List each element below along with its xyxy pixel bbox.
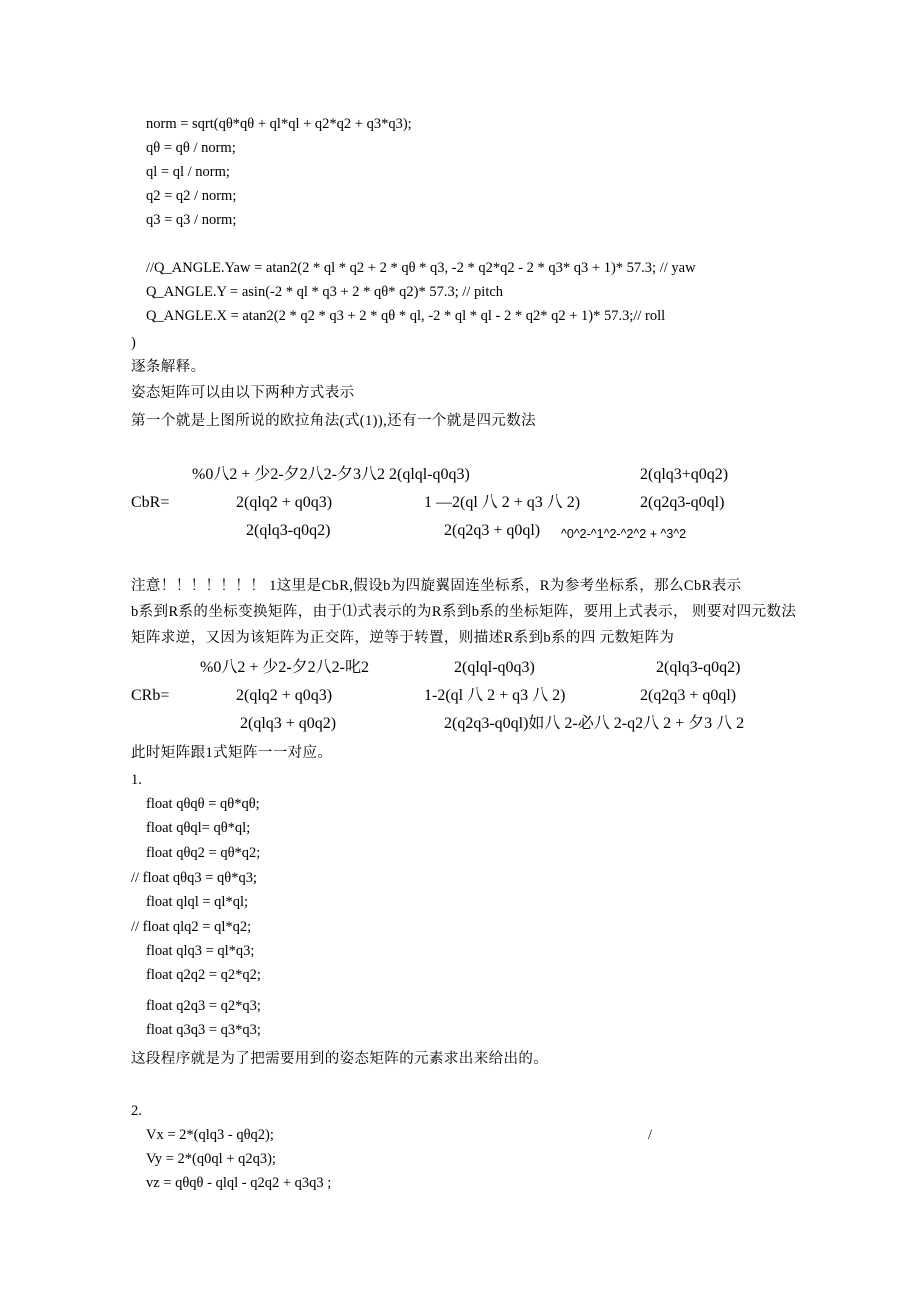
matrix-cell: 2(qlq3 + q0q2) bbox=[240, 715, 337, 732]
code-line: Vx = 2*(qlq3 - qθq2); bbox=[146, 1127, 274, 1143]
code-line: float qlq3 = ql*q3; bbox=[146, 943, 255, 959]
code-line: float qθql= qθ*ql; bbox=[146, 820, 251, 836]
matrix-cell: 2(qlq3+q0q2) bbox=[640, 466, 729, 483]
paragraph: 姿态矩阵可以由以下两种方式表示 bbox=[131, 385, 355, 401]
matrix-cell: 2(q2q3 + q0ql) bbox=[640, 687, 737, 704]
matrix-cell: 2(qlq3-q0q2) bbox=[246, 522, 331, 539]
code-line: float q3q3 = q3*q3; bbox=[146, 1022, 261, 1038]
matrix-cell: 2(q2q3-q0ql)如八 2-必八 2-q2八 2 + 夕3 八 2 bbox=[444, 715, 745, 732]
paragraph: 这段程序就是为了把需要用到的姿态矩阵的元素求出来给出的。 bbox=[131, 1051, 549, 1067]
code-line: float qlql = ql*ql; bbox=[146, 894, 249, 910]
matrix-cell: 2(qlq3-q0q2) bbox=[656, 659, 741, 676]
code-line: Q_ANGLE.Y = asin(-2 * ql * q3 + 2 * qθ* q2)* 57.3; // pitch bbox=[146, 284, 504, 300]
matrix-cell: ^0^2-^1^2-^2^2 + ^3^2 bbox=[561, 527, 687, 541]
code-line: float q2q3 = q2*q3; bbox=[146, 998, 261, 1014]
paragraph: 逐条解释。 bbox=[131, 359, 206, 375]
code-line: vz = qθqθ - qlql - q2q2 + q3q3 ; bbox=[146, 1175, 332, 1191]
code-line: q3 = q3 / norm; bbox=[146, 212, 237, 228]
matrix-cell: %0八2 + 少2-夕2八2-叱2 bbox=[200, 659, 370, 676]
note-line: 矩阵求逆，又因为该矩阵为正交阵，逆等于转置，则描述R系到b系的四 元数矩阵为 bbox=[131, 630, 675, 646]
code-line: q2 = q2 / norm; bbox=[146, 188, 237, 204]
matrix-label: CRb= bbox=[131, 687, 170, 704]
code-mark: / bbox=[648, 1127, 653, 1143]
paragraph: 此时矩阵跟1式矩阵一一对应。 bbox=[131, 745, 333, 761]
matrix-cell: %0八2 + 少2-夕2八2-夕3八2 2(qlql-q0q3) bbox=[192, 466, 470, 483]
code-line: Vy = 2*(q0ql + q2q3); bbox=[146, 1151, 276, 1167]
note-line: 注意！！！！！！！ 1这里是CbR,假设b为四旋翼固连坐标系，R为参考坐标系，那么CbR表示 bbox=[131, 578, 742, 594]
matrix-cell: 2(qlql-q0q3) bbox=[454, 659, 535, 676]
matrix-cell: 2(q2q3-q0ql) bbox=[640, 494, 725, 511]
code-line: qθ = qθ / norm; bbox=[146, 140, 236, 156]
code-line: float qθqθ = qθ*qθ; bbox=[146, 796, 260, 812]
matrix-cell: 1-2(ql 八 2 + q3 八 2) bbox=[424, 687, 566, 704]
code-line: float qθq2 = qθ*q2; bbox=[146, 845, 261, 861]
code-line: norm = sqrt(qθ*qθ + ql*ql + q2*q2 + q3*q3); bbox=[146, 116, 412, 132]
code-line: //Q_ANGLE.Yaw = atan2(2 * ql * q2 + 2 * qθ * q3, -2 * q2*q2 - 2 * q3* q3 + 1)* 57.3; // yaw bbox=[146, 260, 696, 276]
list-number: 1. bbox=[131, 772, 142, 788]
list-number: 2. bbox=[131, 1103, 142, 1119]
paragraph: 第一个就是上图所说的欧拉角法(式(1)),还有一个就是四元数法 bbox=[131, 413, 537, 429]
code-line: ) bbox=[131, 335, 136, 351]
matrix-label: CbR= bbox=[131, 494, 170, 511]
matrix-cell: 2(q2q3 + q0ql) bbox=[444, 522, 541, 539]
note-line: b系到R系的坐标变换矩阵，由于⑴式表示的为R系到b系的坐标矩阵，要用上式表示， 则要对四元数法 bbox=[131, 604, 797, 620]
code-line: // float qθq3 = qθ*q3; bbox=[131, 870, 257, 886]
matrix-cell: 1 —2(ql 八 2 + q3 八 2) bbox=[424, 494, 581, 511]
code-line: float q2q2 = q2*q2; bbox=[146, 967, 261, 983]
matrix-cell: 2(qlq2 + q0q3) bbox=[236, 687, 333, 704]
matrix-cell: 2(qlq2 + q0q3) bbox=[236, 494, 333, 511]
code-line: // float qlq2 = ql*q2; bbox=[131, 919, 252, 935]
code-line: ql = ql / norm; bbox=[146, 164, 230, 180]
code-line: Q_ANGLE.X = atan2(2 * q2 * q3 + 2 * qθ * ql, -2 * ql * ql - 2 * q2* q2 + 1)* 57.3;// roll bbox=[146, 308, 666, 324]
